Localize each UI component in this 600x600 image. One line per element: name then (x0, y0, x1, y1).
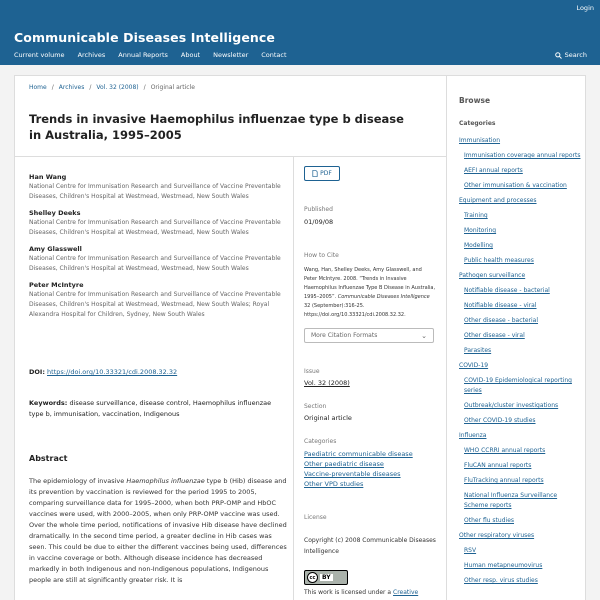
citation-format-select[interactable] (304, 328, 434, 343)
license-label: License (304, 514, 327, 521)
divider (15, 156, 447, 157)
pdf-label: PDF (320, 170, 332, 177)
author-affiliation: National Centre for Immunisation Research and Surveillance of Vaccine Preventable Diseases, Children's Hospital at Westmead, Westmead, New South Wales (29, 255, 281, 272)
author (29, 172, 285, 202)
citation-part: 32 (September):316-25. https://doi.org/10.33321/cdi.2008.32.32. (304, 303, 406, 318)
category-parent-link[interactable]: Immunisation (459, 137, 501, 144)
category-child-link[interactable]: WHO CCRRI annual reports (464, 447, 546, 454)
published-label: Published (304, 206, 333, 213)
article-categories (304, 449, 434, 489)
abstract-part: The epidemiology of invasive (29, 477, 127, 485)
citation-format-label: More Citation Formats (311, 332, 378, 339)
category-child-link[interactable]: Outbreak/cluster investigations (464, 402, 559, 409)
author-name: Shelley Deeks (29, 209, 81, 217)
citation-part: Wang, Han, Shelley Deeks, Amy Glasswell, and Peter McIntyre. 2008. “Trends in Invasive Haemophilus Influenzae Type B Disease in Australia, 1995–2005”. (304, 267, 436, 300)
issue-label: Issue (304, 368, 320, 375)
file-pdf-icon (312, 170, 318, 177)
author (29, 208, 285, 238)
citation-journal: Communicable Diseases Intelligence (337, 294, 430, 300)
categories-heading: Categories (459, 120, 496, 127)
cc-icon: cc (307, 572, 318, 583)
author-name: Amy Glasswell (29, 245, 82, 253)
category-child-link[interactable]: Other COVID-19 studies (464, 417, 536, 424)
nav-about[interactable]: About (180, 51, 201, 59)
category-child-link[interactable]: Monitoring (464, 227, 497, 234)
category-child-link[interactable]: Parasites (464, 347, 492, 354)
column-divider (293, 156, 294, 600)
abstract-species: Haemophilus influenzae (126, 477, 205, 485)
category-child-link[interactable]: Other disease - viral (464, 332, 525, 339)
nav-current-volume[interactable]: Current volume (14, 51, 65, 59)
category-child-link[interactable]: Training (464, 212, 488, 219)
login-link[interactable]: Login (576, 4, 594, 12)
search-button[interactable] (555, 51, 587, 59)
breadcrumb-sep: / (89, 84, 92, 91)
category-link[interactable]: Other paediatric disease (304, 460, 384, 468)
category-child-link[interactable]: Other immunisation & vaccination (464, 182, 567, 189)
category-child-link[interactable]: AEFI annual reports (464, 167, 523, 174)
category-link[interactable]: Other VPD studies (304, 480, 364, 488)
published-date: 01/09/08 (304, 218, 334, 226)
author-affiliation: National Centre for Immunisation Research and Surveillance of Vaccine Preventable Diseases, Children's Hospital at Westmead, Westmead, New South Wales; Royal Alexandra Hospital for Children, Sydney, New South Wales (29, 291, 281, 318)
license-note-text: This work is licensed under a (304, 589, 394, 596)
author-affiliation: National Centre for Immunisation Research and Surveillance of Vaccine Preventable Diseases, Children's Hospital at Westmead, Westmead, New South Wales (29, 183, 281, 200)
category-parent-link[interactable]: COVID-19 (459, 362, 489, 369)
abstract-heading: Abstract (29, 454, 68, 463)
how-to-cite-label: How to Cite (304, 252, 339, 259)
article-title: Trends in invasive Haemophilus influenzae type b disease in Australia, 1995–2005 (29, 112, 404, 142)
category-child-link[interactable]: COVID-19 Epidemiological reporting series (464, 377, 572, 394)
chevron-down-icon: ⌄ (421, 332, 427, 340)
pdf-button[interactable] (304, 166, 340, 181)
nav-annual-reports[interactable]: Annual Reports (118, 51, 168, 59)
category-parent-link[interactable]: Equipment and processes (459, 197, 537, 204)
site-title[interactable]: Communicable Diseases Intelligence (14, 30, 275, 45)
categories-label: Categories (304, 438, 337, 445)
author-name: Han Wang (29, 173, 67, 181)
nav-archives[interactable]: Archives (77, 51, 106, 59)
category-child-link[interactable]: Notifiable disease - viral (464, 302, 537, 309)
category-parent-link[interactable]: Pathogen surveillance (459, 272, 526, 279)
citation-text (304, 266, 436, 320)
category-parent-link[interactable]: Influenza (459, 432, 487, 439)
browse-heading: Browse (459, 96, 491, 105)
category-link[interactable]: Vaccine-preventable diseases (304, 470, 401, 478)
breadcrumb-archives[interactable]: Archives (58, 84, 85, 91)
breadcrumb-current: Original article (150, 84, 195, 91)
breadcrumb-home[interactable]: Home (29, 84, 47, 91)
nav-contact[interactable]: Contact (261, 51, 287, 59)
section-value: Original article (304, 414, 352, 422)
category-child-link[interactable]: Other flu studies (464, 517, 515, 524)
category-child-link[interactable]: National Influenza Surveillance Scheme reports (464, 492, 558, 509)
abstract-part: type b (Hib) disease and its prevention by vaccination is reviewed for the period 1995 to 2005, comparing surveillance data for 1995–2000, when both PRP-OMP and HbOC vaccines were used, with 2000–2005, when only PRP-OMP vaccine was used. Over the whole time period, notifications of invasive Hib disease have declined dramatically. In the second time period, a greater decline in Hib cases was seen. This could be due to either the different vaccines being used, differences in vaccine coverage or both. Although disease incidence has decreased markedly in both Indigenous and non-Indigenous populations, Indigenous people are still at significantly greater risk. It is (29, 477, 287, 584)
category-child-link[interactable]: Human metapneumovirus (464, 562, 543, 569)
category-child-link[interactable]: Other disease - bacterial (464, 317, 539, 324)
section-label: Section (304, 403, 327, 410)
browse-sidebar (446, 75, 586, 600)
breadcrumb-volume[interactable]: Vol. 32 (2008) (96, 84, 139, 91)
author (29, 280, 285, 320)
search-label: Search (564, 51, 587, 59)
category-child-link[interactable]: Notifiable disease - bacterial (464, 287, 550, 294)
article-main (14, 75, 446, 600)
keywords-label: Keywords: (29, 399, 68, 407)
category-tree (459, 136, 583, 591)
issue-link[interactable]: Vol. 32 (2008) (304, 379, 350, 387)
main-nav (14, 51, 287, 59)
license-text: Copyright (c) 2008 Communicable Diseases Intelligence (304, 537, 436, 555)
category-child-link[interactable]: FluCAN annual reports (464, 462, 532, 469)
cc-by-label: BY (322, 574, 331, 581)
category-child-link[interactable]: Modelling (464, 242, 493, 249)
category-child-link[interactable]: FluTracking annual reports (464, 477, 544, 484)
breadcrumb (29, 84, 195, 91)
category-parent-link[interactable]: Other respiratory viruses (459, 532, 535, 539)
author-name: Peter McIntyre (29, 281, 84, 289)
author-list (29, 172, 285, 326)
doi-link[interactable]: https://doi.org/10.33321/cdi.2008.32.32 (47, 368, 178, 376)
doi-label: DOI: (29, 368, 45, 376)
author (29, 244, 285, 274)
site-header (0, 0, 600, 65)
license-link[interactable]: Creative (393, 589, 419, 596)
category-child-link[interactable]: RSV (464, 547, 477, 554)
license-note (304, 589, 436, 596)
category-child-link[interactable]: Other resp. virus studies (464, 577, 538, 584)
search-icon (555, 52, 562, 59)
category-child-link[interactable]: Public health measures (464, 257, 534, 264)
breadcrumb-sep: / (51, 84, 54, 91)
keywords-value: disease surveillance, disease control, Haemophilus influenzae type b, immunisation, vaccination, Indigenous (29, 399, 272, 418)
nav-newsletter[interactable]: Newsletter (213, 51, 249, 59)
category-child-link[interactable]: Immunisation coverage annual reports (464, 152, 581, 159)
breadcrumb-sep: / (143, 84, 146, 91)
abstract-text (29, 476, 289, 586)
author-affiliation: National Centre for Immunisation Research and Surveillance of Vaccine Preventable Diseases, Children's Hospital at Westmead, Westmead, New South Wales (29, 219, 281, 236)
category-link[interactable]: Paediatric communicable disease (304, 450, 413, 458)
keywords (29, 398, 285, 420)
doi (29, 368, 177, 376)
cc-license-badge[interactable] (304, 570, 348, 585)
